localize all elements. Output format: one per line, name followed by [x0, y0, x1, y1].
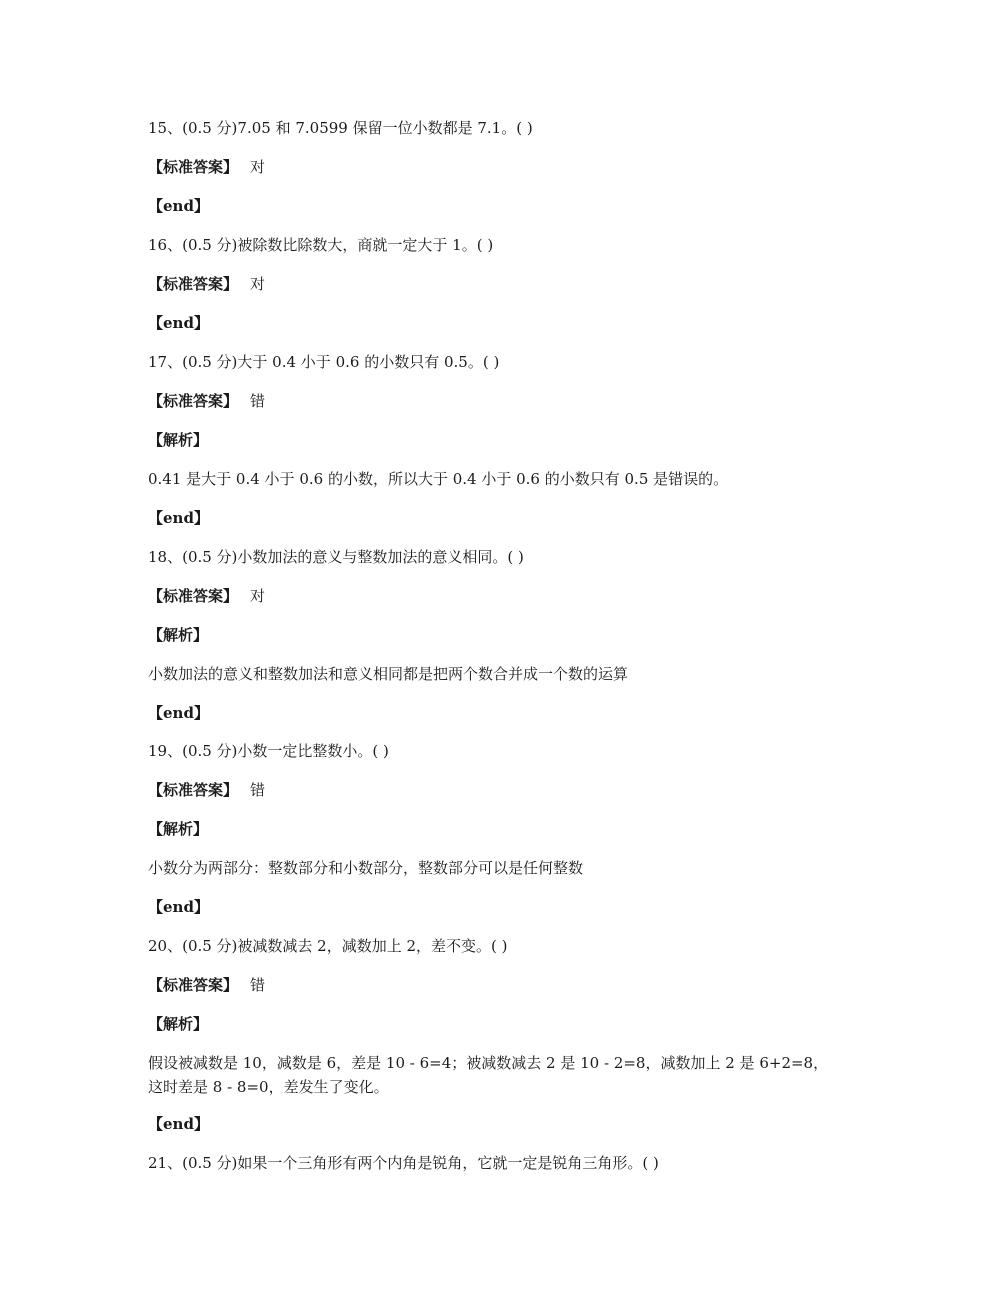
analysis-label-17: 【解析】: [148, 431, 209, 449]
answer-label: 【标准答案】: [148, 976, 239, 994]
analysis-text-20-line-1: 假设被减数是 10，减数是 6，差是 10 - 6=4；被减数减去 2 是 10 - 2=8，减数加上 2 是 6+2=8，: [148, 1054, 829, 1072]
answer-label: 【标准答案】: [148, 781, 239, 799]
answer-label: 【标准答案】: [148, 392, 239, 410]
analysis-label-20: 【解析】: [148, 1015, 209, 1033]
answer-value: 错: [250, 392, 266, 410]
analysis-text-20-line-2: 这时差是 8 - 8=0，差发生了变化。: [148, 1078, 389, 1096]
question-17: 17、(0.5 分)大于 0.4 小于 0.6 的小数只有 0.5。( ): [148, 353, 500, 371]
analysis-text-19: 小数分为两部分：整数部分和小数部分，整数部分可以是任何整数: [148, 859, 584, 877]
answer-row-16: [148, 274, 265, 294]
analysis-label-18: 【解析】: [148, 626, 209, 644]
end-marker-16: 【end】: [148, 314, 209, 332]
answer-value: 对: [250, 275, 266, 293]
answer-row-17: [148, 391, 265, 411]
end-marker-17: 【end】: [148, 509, 209, 527]
answer-value: 对: [250, 587, 266, 605]
answer-row-19: [148, 780, 265, 800]
question-16: 16、(0.5 分)被除数比除数大，商就一定大于 1。( ): [148, 236, 494, 254]
analysis-text-17: 0.41 是大于 0.4 小于 0.6 的小数，所以大于 0.4 小于 0.6 的小数只有 0.5 是错误的。: [148, 470, 729, 488]
question-21: 21、(0.5 分)如果一个三角形有两个内角是锐角，它就一定是锐角三角形。( ): [148, 1154, 659, 1172]
answer-label: 【标准答案】: [148, 275, 239, 293]
answer-value: 错: [250, 781, 266, 799]
answer-value: 对: [250, 158, 266, 176]
answer-value: 错: [250, 976, 266, 994]
answer-label: 【标准答案】: [148, 587, 239, 605]
answer-row-20: [148, 975, 265, 995]
answer-label: 【标准答案】: [148, 158, 239, 176]
question-19: 19、(0.5 分)小数一定比整数小。( ): [148, 742, 389, 760]
end-marker-18: 【end】: [148, 704, 209, 722]
analysis-label-19: 【解析】: [148, 820, 209, 838]
analysis-text-18: 小数加法的意义和整数加法和意义相同都是把两个数合并成一个数的运算: [148, 665, 629, 683]
end-marker-20: 【end】: [148, 1115, 209, 1133]
answer-row-15: [148, 157, 265, 177]
question-15: 15、(0.5 分)7.05 和 7.0599 保留一位小数都是 7.1。( ): [148, 119, 533, 137]
question-18: 18、(0.5 分)小数加法的意义与整数加法的意义相同。( ): [148, 548, 524, 566]
end-marker-19: 【end】: [148, 898, 209, 916]
answer-row-18: [148, 586, 265, 606]
question-20: 20、(0.5 分)被减数减去 2，减数加上 2，差不变。( ): [148, 937, 508, 955]
end-marker-15: 【end】: [148, 197, 209, 215]
